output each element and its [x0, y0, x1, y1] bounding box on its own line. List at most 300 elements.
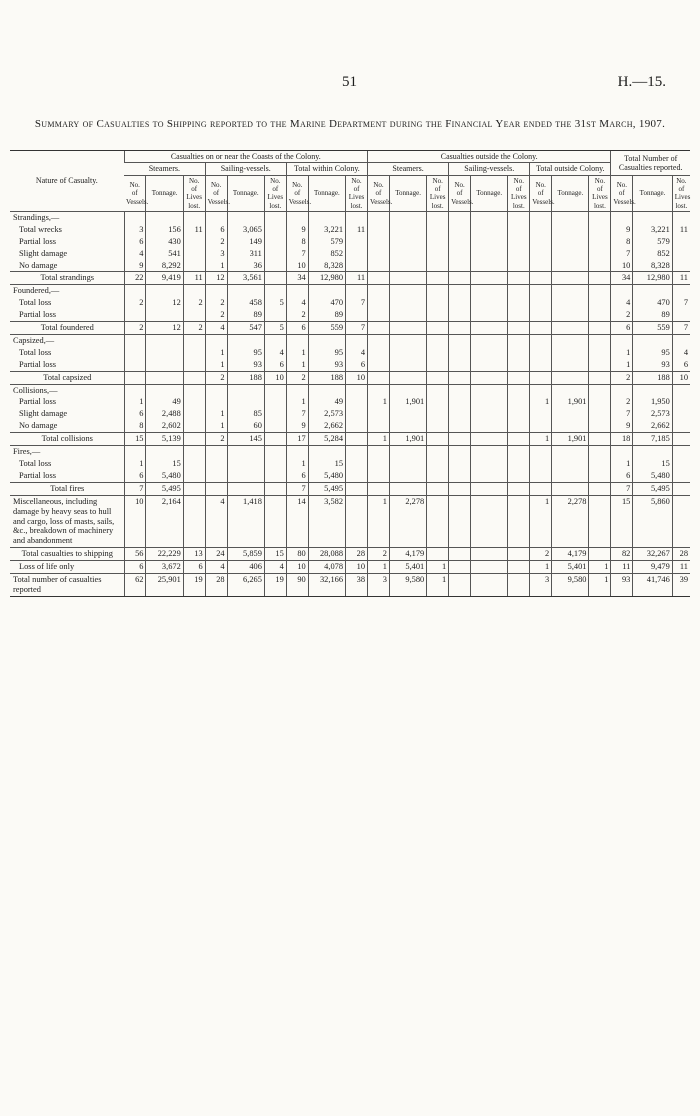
table-cell: 2: [183, 297, 205, 309]
table-cell: [427, 334, 449, 346]
table-cell: [389, 347, 426, 359]
table-cell: [552, 359, 589, 371]
table-cell: [389, 272, 426, 285]
table-cell: 3: [205, 248, 227, 260]
table-cell: [589, 433, 611, 446]
table-cell: [449, 495, 471, 548]
table-cell: [589, 322, 611, 335]
table-cell: [552, 420, 589, 432]
table-cell: [589, 482, 611, 495]
table-cell: 95: [308, 347, 345, 359]
table-cell: [389, 224, 426, 236]
table-cell: [508, 548, 530, 561]
table-cell: [205, 334, 227, 346]
table-cell: [530, 384, 552, 396]
table-cell: [346, 248, 368, 260]
table-cell: [449, 408, 471, 420]
table-cell: 852: [308, 248, 345, 260]
table-cell: [508, 384, 530, 396]
table-cell: 11: [183, 224, 205, 236]
table-cell: [471, 347, 508, 359]
row-label: Foundered,—: [13, 286, 60, 296]
table-cell: 11: [611, 561, 633, 574]
table-cell: [449, 561, 471, 574]
table-cell: [508, 224, 530, 236]
subheader-steamers-outside-vessels: No. of Vessels.: [368, 175, 390, 211]
table-cell: 5,401: [389, 561, 426, 574]
table-cell: 156: [146, 224, 183, 236]
table-cell: [449, 236, 471, 248]
table-cell: 22: [124, 272, 146, 285]
table-cell: 9: [611, 224, 633, 236]
table-cell: 6: [183, 561, 205, 574]
table-cell: [389, 446, 426, 458]
table-cell: [183, 458, 205, 470]
table-cell: [508, 495, 530, 548]
table-cell: 15: [308, 458, 345, 470]
table-cell: [427, 420, 449, 432]
table-cell: [368, 347, 390, 359]
subheader-total-number-lives: No. of Lives lost.: [672, 175, 690, 211]
table-cell: [589, 458, 611, 470]
table-cell: 12: [146, 322, 183, 335]
table-cell: [427, 470, 449, 482]
table-cell: [672, 285, 690, 297]
table-row: [10, 408, 690, 420]
table-row: [10, 236, 690, 248]
table-cell: [183, 260, 205, 272]
table-cell: 32,267: [633, 548, 672, 561]
row-label: Total number of casualties reported: [13, 575, 102, 594]
table-cell: 5,139: [146, 433, 183, 446]
table-cell: [227, 482, 264, 495]
table-cell: 95: [633, 347, 672, 359]
table-cell: 3,561: [227, 272, 264, 285]
table-cell: [552, 248, 589, 260]
table-cell: 11: [183, 272, 205, 285]
table-cell: 82: [611, 548, 633, 561]
table-cell: [611, 211, 633, 223]
table-group-row: [10, 285, 690, 297]
table-cell: [672, 420, 690, 432]
table-cell: 1: [530, 433, 552, 446]
table-cell: 6: [264, 359, 286, 371]
table-cell: 9,580: [552, 574, 589, 597]
table-cell: [508, 211, 530, 223]
table-cell: [368, 458, 390, 470]
table-cell: 2,662: [633, 420, 672, 432]
table-cell: 2,488: [146, 408, 183, 420]
table-cell: 1,901: [389, 396, 426, 408]
table-cell: [146, 384, 183, 396]
table-cell: 1: [589, 574, 611, 597]
table-cell: [508, 420, 530, 432]
table-cell: [530, 420, 552, 432]
table-cell: 1: [530, 396, 552, 408]
table-cell: [672, 408, 690, 420]
table-cell: [672, 260, 690, 272]
table-cell: [552, 470, 589, 482]
table-cell: [427, 224, 449, 236]
table-row: [10, 470, 690, 482]
table-cell: [672, 446, 690, 458]
table-cell: [183, 495, 205, 548]
subheader-sailing-coasts-tonnage: Tonnage.: [227, 175, 264, 211]
table-cell: 10: [611, 260, 633, 272]
table-cell: [427, 272, 449, 285]
table-cell: [471, 470, 508, 482]
table-cell: 4: [611, 297, 633, 309]
table-cell: [427, 359, 449, 371]
table-cell: 1: [205, 260, 227, 272]
table-total-row: [10, 433, 690, 446]
table-cell: [552, 285, 589, 297]
table-cell: 5,401: [552, 561, 589, 574]
table-cell: [633, 446, 672, 458]
table-cell: 10: [346, 561, 368, 574]
table-cell: [368, 224, 390, 236]
table-cell: [552, 458, 589, 470]
subheader-sailing-coasts-lives: No. of Lives lost.: [264, 175, 286, 211]
table-cell: 188: [308, 371, 345, 384]
table-cell: [427, 433, 449, 446]
table-cell: 4,179: [389, 548, 426, 561]
subheader-steamers-coasts-tonnage: Tonnage.: [146, 175, 183, 211]
table-cell: [183, 371, 205, 384]
table-cell: [611, 285, 633, 297]
table-cell: 19: [183, 574, 205, 597]
table-cell: [227, 384, 264, 396]
table-cell: 1: [368, 433, 390, 446]
table-cell: 1: [427, 574, 449, 597]
row-label: Total collisions: [41, 434, 93, 444]
table-cell: [124, 371, 146, 384]
table-cell: [589, 446, 611, 458]
table-cell: [471, 396, 508, 408]
table-cell: 9,479: [633, 561, 672, 574]
table-cell: 470: [308, 297, 345, 309]
table-cell: [508, 334, 530, 346]
table-cell: [124, 309, 146, 321]
table-cell: [264, 396, 286, 408]
table-cell: [286, 211, 308, 223]
table-cell: [389, 371, 426, 384]
table-cell: 4,179: [552, 548, 589, 561]
table-cell: [449, 420, 471, 432]
row-label: Partial loss: [19, 236, 56, 246]
table-cell: 10: [286, 561, 308, 574]
table-cell: [589, 260, 611, 272]
table-cell: [449, 322, 471, 335]
table-cell: 28,088: [308, 548, 345, 561]
table-cell: 2: [205, 371, 227, 384]
table-cell: [471, 359, 508, 371]
table-cell: 2: [530, 548, 552, 561]
table-cell: 56: [124, 548, 146, 561]
subheader-sailing-outside-vessels: No. of Vessels.: [449, 175, 471, 211]
table-cell: [471, 334, 508, 346]
table-cell: [508, 297, 530, 309]
table-cell: [264, 285, 286, 297]
table-cell: [508, 248, 530, 260]
table-cell: [346, 470, 368, 482]
header-sailing-coasts: Sailing-vessels.: [205, 163, 286, 175]
subheader-total-number-tonnage: Tonnage.: [633, 175, 672, 211]
table-cell: [672, 384, 690, 396]
table-cell: [368, 446, 390, 458]
table-cell: 9,419: [146, 272, 183, 285]
table-cell: [146, 211, 183, 223]
table-cell: [589, 495, 611, 548]
casualty-summary-table: [10, 150, 690, 597]
table-cell: 8,292: [146, 260, 183, 272]
table-cell: 7: [286, 482, 308, 495]
table-cell: [471, 482, 508, 495]
table-cell: [346, 495, 368, 548]
table-cell: [389, 334, 426, 346]
table-cell: [227, 470, 264, 482]
row-label: Total fires: [50, 483, 85, 493]
table-cell: [346, 458, 368, 470]
table-cell: [183, 408, 205, 420]
table-cell: 547: [227, 322, 264, 335]
subheader-steamers-coasts-lives: No. of Lives lost.: [183, 175, 205, 211]
table-cell: 3,065: [227, 224, 264, 236]
table-cell: [183, 347, 205, 359]
table-cell: 10: [286, 260, 308, 272]
table-cell: [183, 384, 205, 396]
table-cell: 11: [346, 224, 368, 236]
table-cell: [308, 446, 345, 458]
subheader-steamers-outside-tonnage: Tonnage.: [389, 175, 426, 211]
table-cell: [183, 446, 205, 458]
table-cell: [427, 371, 449, 384]
table-cell: 12,980: [308, 272, 345, 285]
row-label: Total casualties to shipping: [21, 549, 113, 559]
table-cell: [449, 309, 471, 321]
table-cell: [508, 433, 530, 446]
table-cell: [389, 297, 426, 309]
header-total-within: Total within Colony.: [286, 163, 367, 175]
table-cell: [146, 285, 183, 297]
subheader-total-outside-tonnage: Tonnage.: [552, 175, 589, 211]
table-cell: [205, 396, 227, 408]
table-cell: [427, 347, 449, 359]
table-cell: 4: [672, 347, 690, 359]
table-cell: [427, 297, 449, 309]
table-cell: 1: [611, 458, 633, 470]
table-cell: 34: [286, 272, 308, 285]
table-cell: [471, 561, 508, 574]
table-cell: 4: [124, 248, 146, 260]
table-cell: [427, 446, 449, 458]
table-cell: 12: [146, 297, 183, 309]
table-cell: 85: [227, 408, 264, 420]
header-nature: Nature of Casualty.: [10, 151, 124, 212]
table-cell: [183, 236, 205, 248]
table-cell: [389, 309, 426, 321]
row-label: Total loss: [19, 298, 52, 308]
table-cell: [389, 211, 426, 223]
table-cell: [471, 458, 508, 470]
table-cell: 2: [205, 236, 227, 248]
table-cell: [183, 470, 205, 482]
table-cell: [264, 309, 286, 321]
table-cell: [389, 359, 426, 371]
table-cell: [205, 482, 227, 495]
table-cell: 6: [205, 224, 227, 236]
table-cell: [672, 458, 690, 470]
table-cell: 89: [308, 309, 345, 321]
table-cell: 1: [589, 561, 611, 574]
table-cell: 5,859: [227, 548, 264, 561]
table-row: [10, 396, 690, 408]
table-cell: [389, 322, 426, 335]
table-cell: 3,221: [308, 224, 345, 236]
table-cell: [672, 495, 690, 548]
table-cell: [552, 224, 589, 236]
table-cell: 93: [227, 359, 264, 371]
table-cell: [552, 322, 589, 335]
table-cell: [146, 347, 183, 359]
table-cell: 28: [346, 548, 368, 561]
table-cell: [205, 446, 227, 458]
table-cell: 1,901: [389, 433, 426, 446]
table-cell: [308, 211, 345, 223]
table-cell: 15: [633, 458, 672, 470]
table-cell: 458: [227, 297, 264, 309]
table-cell: 2: [124, 322, 146, 335]
table-cell: 4: [286, 297, 308, 309]
table-cell: 2: [611, 309, 633, 321]
table-cell: 12,980: [633, 272, 672, 285]
table-cell: [589, 396, 611, 408]
table-cell: 7: [124, 482, 146, 495]
table-cell: [308, 384, 345, 396]
table-cell: [530, 408, 552, 420]
table-cell: 5,480: [633, 470, 672, 482]
table-cell: 10: [346, 371, 368, 384]
table-cell: [227, 211, 264, 223]
table-cell: [449, 334, 471, 346]
table-cell: 7,185: [633, 433, 672, 446]
table-row: [10, 248, 690, 260]
table-cell: [227, 285, 264, 297]
table-cell: [389, 236, 426, 248]
table-cell: [264, 384, 286, 396]
table-cell: [346, 384, 368, 396]
table-cell: [672, 433, 690, 446]
table-cell: [589, 285, 611, 297]
table-cell: [552, 482, 589, 495]
table-cell: 1,418: [227, 495, 264, 548]
table-cell: [552, 408, 589, 420]
subheader-total-outside-lives: No. of Lives lost.: [589, 175, 611, 211]
table-cell: 41,746: [633, 574, 672, 597]
table-cell: [146, 359, 183, 371]
header-sailing-outside: Sailing-vessels.: [449, 163, 530, 175]
table-cell: 19: [264, 574, 286, 597]
header-coasts: Casualties on or near the Coasts of the Colony.: [124, 151, 367, 163]
table-cell: [368, 236, 390, 248]
table-cell: 15: [146, 458, 183, 470]
table-cell: [552, 446, 589, 458]
table-cell: 559: [633, 322, 672, 335]
table-cell: [389, 458, 426, 470]
table-cell: [346, 446, 368, 458]
header-steamers-coasts: Steamers.: [124, 163, 205, 175]
table-row: [10, 297, 690, 309]
table-cell: 6: [286, 322, 308, 335]
table-cell: [264, 248, 286, 260]
subheader-sailing-outside-lives: No. of Lives lost.: [508, 175, 530, 211]
table-cell: 8: [611, 236, 633, 248]
table-cell: 1,901: [552, 433, 589, 446]
table-cell: [508, 309, 530, 321]
table-cell: 1: [368, 396, 390, 408]
table-cell: [530, 446, 552, 458]
row-label: Miscellaneous, including damage by heavy seas to hull and cargo, loss of masts, sails, &c., breakdown of machinery and abandonment: [13, 496, 115, 546]
table-cell: 2,573: [308, 408, 345, 420]
table-cell: [146, 371, 183, 384]
table-cell: [124, 359, 146, 371]
table-cell: 89: [633, 309, 672, 321]
table-cell: [589, 309, 611, 321]
table-cell: 60: [227, 420, 264, 432]
table-cell: [286, 285, 308, 297]
table-cell: 2,278: [389, 495, 426, 548]
row-label: Collisions,—: [13, 385, 58, 395]
table-cell: 5,495: [146, 482, 183, 495]
table-cell: 541: [146, 248, 183, 260]
table-cell: [368, 285, 390, 297]
table-cell: [389, 285, 426, 297]
table-cell: 579: [633, 236, 672, 248]
table-cell: [530, 211, 552, 223]
table-cell: 7: [346, 297, 368, 309]
row-label: Loss of life only: [19, 562, 75, 572]
table-cell: [389, 384, 426, 396]
page-header: [0, 74, 700, 98]
table-cell: [672, 248, 690, 260]
table-cell: [346, 211, 368, 223]
table-cell: [427, 322, 449, 335]
table-cell: 1: [286, 359, 308, 371]
table-cell: 1: [205, 347, 227, 359]
table-cell: [589, 408, 611, 420]
table-cell: 7: [286, 408, 308, 420]
table-cell: 9: [611, 420, 633, 432]
table-cell: [183, 309, 205, 321]
table-cell: [449, 458, 471, 470]
table-cell: [368, 420, 390, 432]
subheader-steamers-coasts-vessels: No. of Vessels.: [124, 175, 146, 211]
table-cell: 1: [530, 561, 552, 574]
row-label: No damage: [19, 421, 58, 431]
table-cell: [205, 458, 227, 470]
table-cell: [183, 248, 205, 260]
table-cell: 24: [205, 548, 227, 561]
table-cell: 1: [205, 408, 227, 420]
table-cell: 4: [346, 347, 368, 359]
table-cell: [589, 297, 611, 309]
table-cell: 6: [124, 470, 146, 482]
table-cell: [368, 359, 390, 371]
table-row: [10, 224, 690, 236]
table-cell: [449, 260, 471, 272]
table-cell: [346, 309, 368, 321]
table-cell: [227, 334, 264, 346]
